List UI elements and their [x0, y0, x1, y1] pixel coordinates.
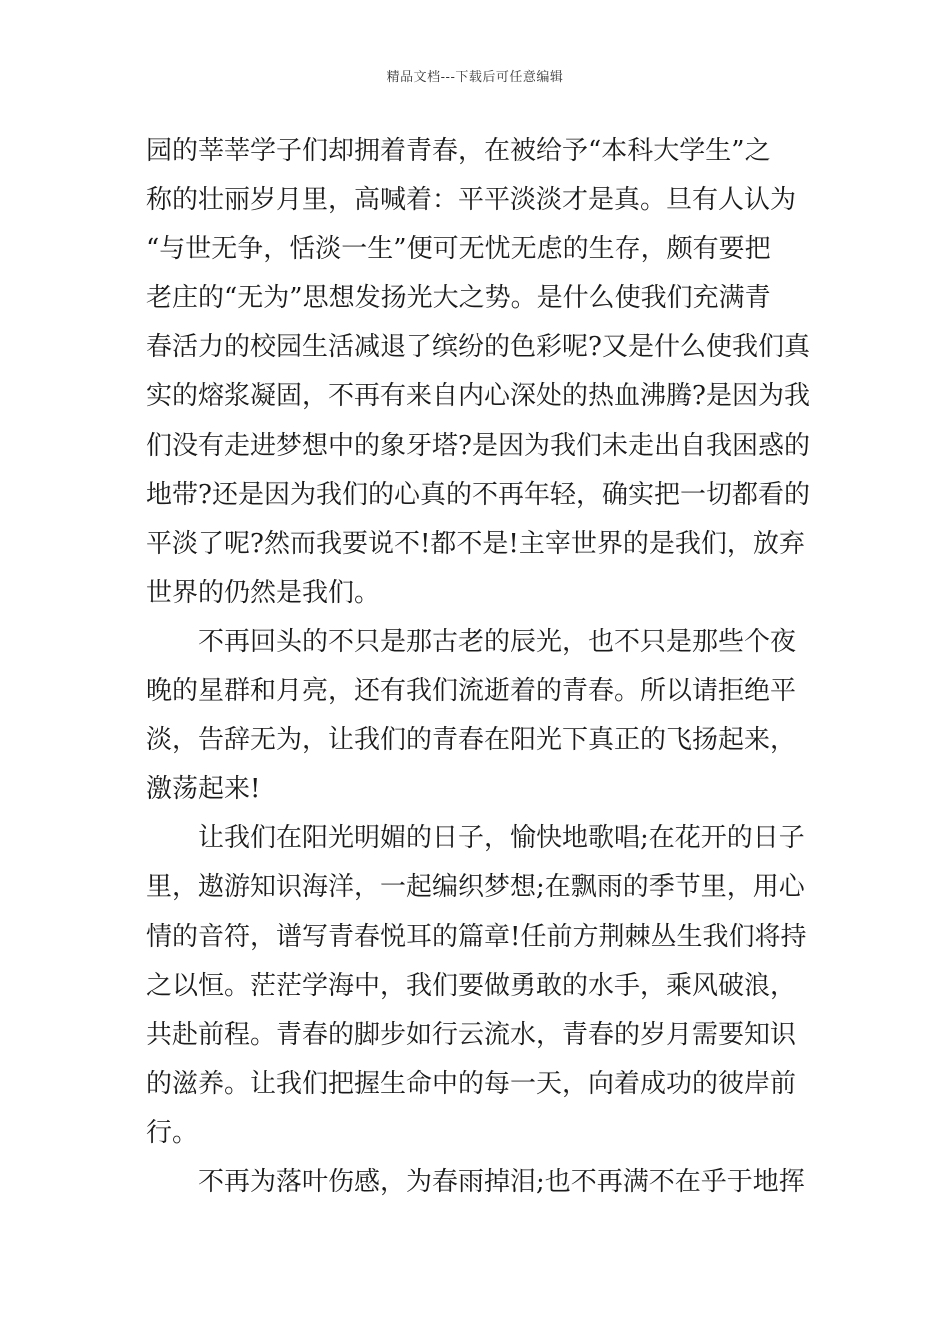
body-text — [146, 127, 810, 1207]
text-line: 春活力的校园生活减退了缤纷的色彩呢?又是什么使我们真 — [146, 332, 810, 363]
text-line: 平淡了呢?然而我要说不!都不是!主宰世界的是我们，放弃 — [146, 528, 805, 559]
text-line: “与世无争，恬淡一生”便可无忧无虑的生存，颇有要把 — [146, 234, 771, 265]
text-line: 实的熔浆凝固，不再有来自内心深处的热血沸腾?是因为我 — [146, 381, 810, 412]
text-line: 行。 — [146, 1117, 199, 1148]
text-line: 情的音符，谱写青春悦耳的篇章!任前方荆棘丛生我们将持 — [146, 921, 807, 952]
text-line: 淡，告辞无为，让我们的青春在阳光下真正的飞扬起来， — [146, 725, 797, 756]
text-line: 们没有走进梦想中的象牙塔?是因为我们未走出自我困惑的 — [146, 430, 810, 461]
text-line: 共赴前程。青春的脚步如行云流水，青春的岁月需要知识 — [146, 1019, 797, 1050]
text-line: 之以恒。茫茫学海中，我们要做勇敢的水手，乘风破浪， — [146, 970, 797, 1001]
text-line: 让我们在阳光明媚的日子，愉快地歌唱;在花开的日子 — [146, 823, 805, 854]
text-line: 世界的仍然是我们。 — [146, 577, 381, 608]
text-line: 园的莘莘学子们却拥着青春，在被给予“本科大学生”之 — [146, 136, 771, 166]
text-line: 不再回头的不只是那古老的辰光，也不只是那些个夜 — [146, 626, 797, 657]
text-line: 的滋养。让我们把握生命中的每一天，向着成功的彼岸前 — [146, 1068, 797, 1099]
text-line: 晚的星群和月亮，还有我们流逝着的青春。所以请拒绝平 — [146, 676, 797, 707]
page-header: 精品文档---下载后可任意编辑 — [386, 70, 564, 85]
text-line: 称的壮丽岁月里，高喊着：平平淡淡才是真。旦有人认为 — [146, 185, 797, 216]
text-line: 里，遨游知识海洋，一起编织梦想;在飘雨的季节里，用心 — [146, 872, 805, 903]
text-line: 不再为落叶伤感，为春雨掉泪;也不再满不在乎于地挥 — [146, 1166, 805, 1197]
text-line: 老庄的“无为”思想发扬光大之势。是什么使我们充满青 — [146, 283, 771, 314]
text-line: 激荡起来! — [146, 774, 261, 805]
text-line: 地带?还是因为我们的心真的不再年轻，确实把一切都看的 — [146, 479, 810, 510]
